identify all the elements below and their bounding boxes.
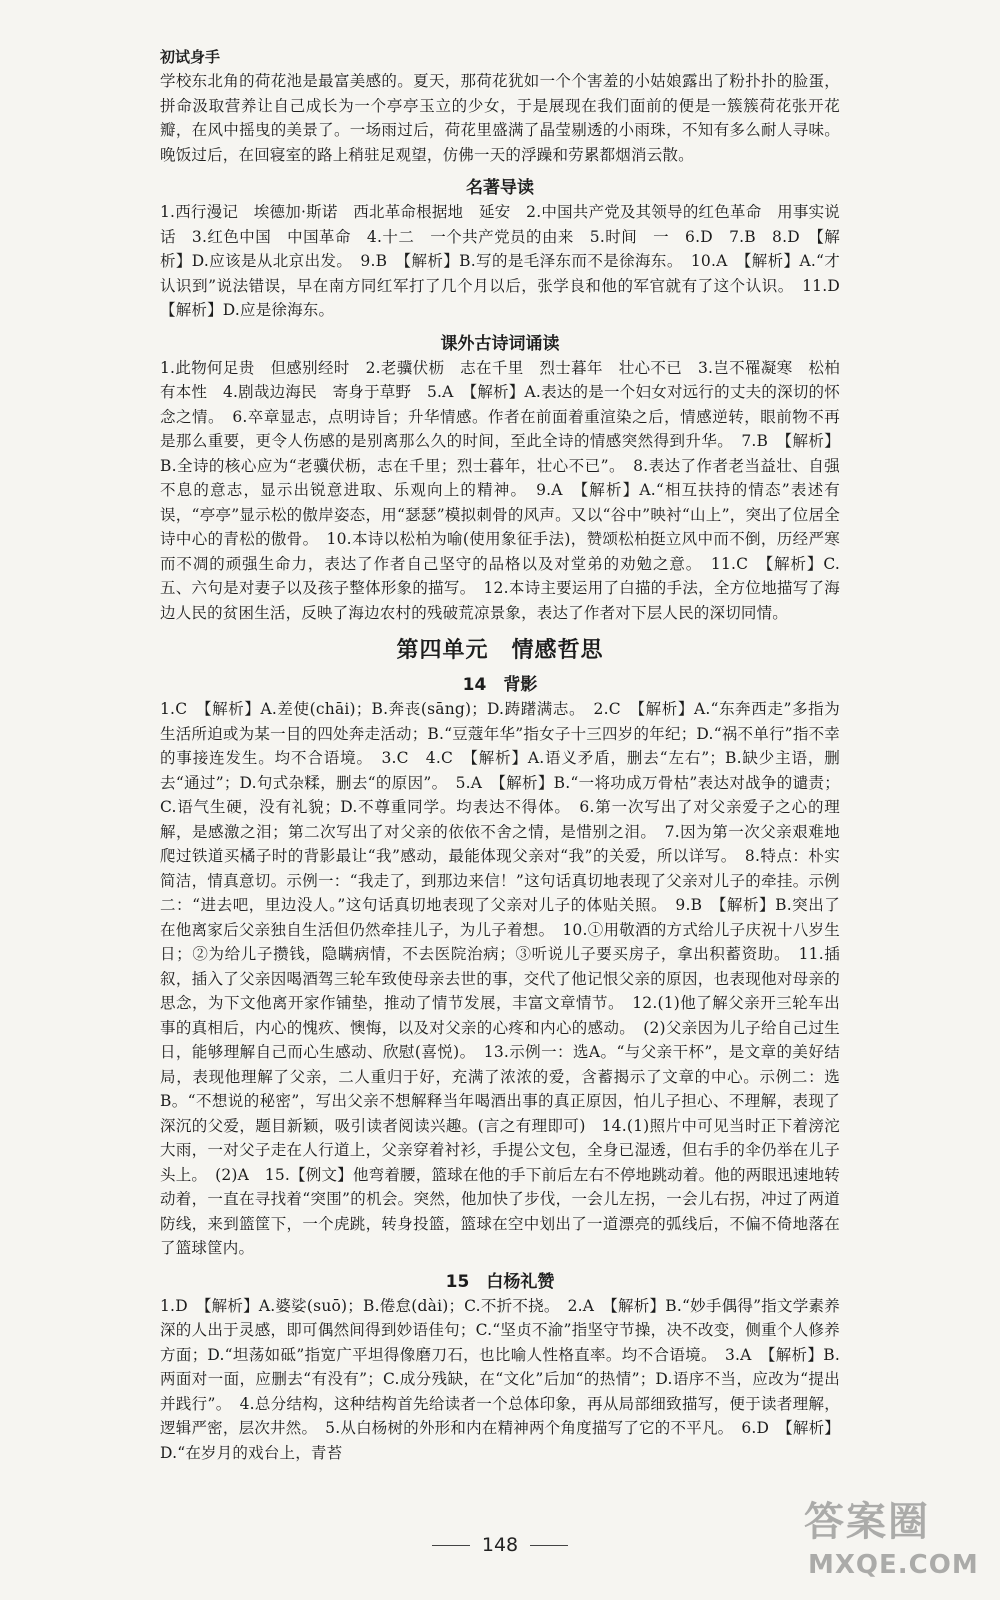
lesson-title-14: 14 背影 (462, 675, 538, 695)
intro-heading: 初试身手 (160, 48, 221, 66)
page-number-value: 148 (481, 1534, 519, 1556)
page-number-left-rule (432, 1545, 470, 1546)
watermark (800, 1488, 990, 1592)
lesson-text-15: 1.D 【解析】A.婆娑(suō)；B.倦怠(dài)；C.不折不挠。 2.A 【解析】B.“妙手偶得”指文学素养深的人出于灵感，即可偶然间得到妙语佳句；C.“坚贞不渝”指坚守节操，决不改变，侧重个人修养方面；D.“坦荡如砥”指宽广平坦得像磨刀石，也比喻人性格直率。均不合语境。 3.A 【解析】B.两面对一面，应删去“有没有”；C.成分残缺，在“文化”后加“的热情”；D.语序不当，应改为“提出并践行”。 4.总分结构，这种结构首先给读者一个总体印象，再从局部细致描写，便于读者理解，逻辑严密，层次井然。 5.从白杨树的外形和内在精神两个角度描写了它的不平凡。 6.D 【解析】D.“在岁月的戏台上，青苔 (160, 1296, 840, 1462)
section-text-gushi: 1.此物何足贵 但感别经时 2.老骥伏枥 志在千里 烈士暮年 壮心不已 3.岂不罹凝寒 松柏有本性 4.剧哉边海民 寄身于草野 5.A 【解析】A.表达的是一个妇女对远行的丈夫的深切的怀念之情。 6.卒章显志，点明诗旨；升华情感。作者在前面着重渲染之后，情感逆转，眼前物不再是那么重要，更令人伤感的是别离那么久的时间，至此全诗的情感突然得到升华。 7.B 【解析】B.全诗的核心应为“老骥伏枥，志在千里；烈士暮年，壮心不已”。 8.表达了作者老当益壮、自强不息的意志，显示出锐意进取、乐观向上的精神。 9.A 【解析】A.“相互扶持的情态”表述有误，“亭亭”显示松的傲岸姿态，用“瑟瑟”模拟刺骨的风声。又以“谷中”映衬“山上”，突出了位居全诗中心的青松的傲骨。 10.本诗以松柏为喻(使用象征手法)，赞颂松柏挺立风中而不倒，历经严寒而不凋的顽强生命力，表达了作者自己坚守的品格以及对堂弟的劝勉之意。 11.C 【解析】C.五、六句是对妻子以及孩子整体形象的描写。 12.本诗主要运用了白描的手法，全方位地描写了海边人民的贫困生活，反映了海边农村的残破荒凉景象，表达了作者对下层人民的深切同情。 (160, 358, 840, 622)
section-text-mingzhu: 1.西行漫记 埃德加·斯诺 西北革命根据地 延安 2.中国共产党及其领导的红色革命 用事实说话 3.红色中国 中国革命 4.十二 一个共产党员的由来 5.时间 一 6.D 7.B 8.D 【解析】D.应该是从北京出发。 9.B 【解析】B.写的是毛泽东而不是徐海东。 10.A 【解析】A.“才认识到”说法错误，早在南方同红军打了几个月以后，张学良和他的军官就有了这个认识。 11.D 【解析】D.应是徐海东。 (160, 203, 856, 319)
page-number-right-rule (530, 1545, 568, 1546)
lesson-title-15: 15 白杨礼赞 (445, 1271, 555, 1292)
unit-title: 第四单元 情感哲思 (396, 638, 604, 663)
watermark-url: MXQE.COM (808, 1550, 979, 1580)
answer-page (160, 40, 856, 1465)
section-title-mingzhu: 名著导读 (466, 178, 534, 198)
intro-text: 学校东北角的荷花池是最富美感的。夏天，那荷花犹如一个个害羞的小姑娘露出了粉扑扑的脸蛋，拼命汲取营养让自己成长为一个亭亭玉立的少女，于是展现在我们面前的便是一簇簇荷花张开花瓣，在风中摇曳的美景了。一场雨过后，荷花里盛满了晶莹剔透的小雨珠，不知有多么耐人寻味。晚饭过后，在回寝室的路上稍驻足观望，仿佛一天的浮躁和劳累都烟消云散。 (160, 72, 840, 164)
lesson-text-14: 1.C 【解析】A.差使(chāi)；B.奔丧(sāng)；D.踌躇满志。 2.C 【解析】A.“东奔西走”多指为生活所迫或为某一目的四处奔走活动；B.“豆蔻年华”指女子十三四岁的年纪；D.“祸不单行”指不幸的事接连发生。均不合语境。 3.C 4.C 【解析】A.语义矛盾，删去“左右”；B.缺少主语，删去“通过”；D.句式杂糅，删去“的原因”。 5.A 【解析】B.“一将功成万骨枯”表达对战争的谴责；C.语气生硬，没有礼貌；D.不尊重同学。均表达不得体。 6.第一次写出了对父亲爱子之心的理解，是感激之泪；第二次写出了对父亲的依依不舍之情，是惜别之泪。 7.因为第一次父亲艰难地爬过铁道买橘子时的背影最让“我”感动，最能体现父亲对“我”的关爱，所以详写。 8.特点：朴实简洁，情真意切。示例一：“我走了，到那边来信！”这句话真切地表现了父亲对儿子的牵挂。示例二：“进去吧，里边没人。”这句话真切地表现了父亲对儿子的体贴关照。 9.B 【解析】B.突出了在他离家后父亲独自生活但仍然牵挂儿子，为儿子着想。 10.①用敬酒的方式给儿子庆祝十八岁生日；②为给儿子攒钱，隐瞒病情，不去医院治病；③听说儿子要买房子，拿出积蓄资助。 11.插叙，插入了父亲因喝酒驾三轮车致使母亲去世的事，交代了他记恨父亲的原因，也表现他对母亲的思念，为下文他离开家作铺垫，推动了情节发展，丰富文章情节。 12.(1)他了解父亲开三轮车出事的真相后，内心的愧疚、懊悔，以及对父亲的心疼和内心的感动。 (2)父亲因为儿子给自己过生日，能够理解自己而心生感动、欣慰(喜悦)。 13.示例一：选A。“与父亲干杯”，是文章的美好结局，表现他理解了父亲，二人重归于好，充满了浓浓的爱，含蓄揭示了文章的中心。示例二：选B。“不想说的秘密”，写出父亲不想解释当年喝酒出事的真正原因，怕儿子担心、不理解，表现了深沉的父爱，题目新颖，吸引读者阅读兴趣。(言之有理即可) 14.(1)照片中可见当时正下着滂沱大雨，一对父子走在人行道上，父亲穿着衬衫，手提公文包，全身已湿透，但右手的伞仍举在儿子头上。 (2)A 15.【例文】他弯着腰，篮球在他的手下前后左右不停地跳动着。他的两眼迅速地转动着，一直在寻找着“突围”的机会。突然，他加快了步伐，一会儿左拐，一会儿右拐，冲过了两道防线，来到篮筐下，一个虎跳，转身投篮，篮球在空中划出了一道漂亮的弧线后，不偏不倚地落在了篮球筐内。 (160, 700, 840, 1257)
section-title-gushi: 课外古诗词诵读 (440, 333, 560, 354)
watermark-logo: 答案圈 (804, 1499, 930, 1545)
